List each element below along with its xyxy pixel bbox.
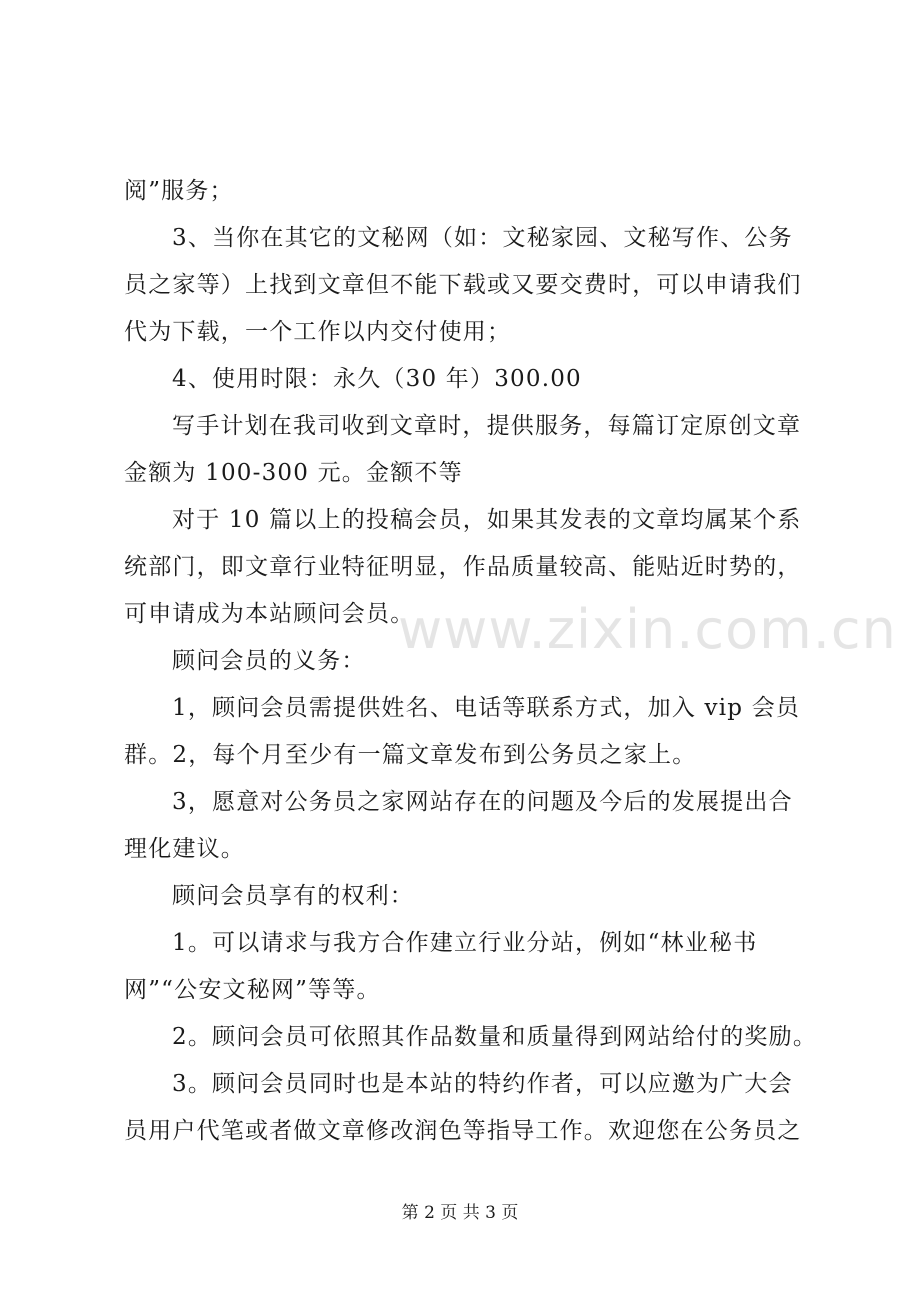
text-line: 3，愿意对公务员之家网站存在的问题及今后的发展提出合 xyxy=(172,789,793,815)
document-body xyxy=(124,168,818,1155)
text-line: 2。顾问会员可依照其作品数量和质量得到网站给付的奖励。 xyxy=(172,1024,818,1050)
text-line: 顾问会员的义务： xyxy=(172,648,366,674)
text-line: 对于 10 篇以上的投稿会员，如果其发表的文章均属某个系 xyxy=(172,507,802,533)
text-line: 3。顾问会员同时也是本站的特约作者，可以应邀为广大会 xyxy=(172,1071,793,1097)
text-line: 统部门，即文章行业特征明显，作品质量较高、能贴近时势的， xyxy=(124,554,802,580)
text-line: 1，顾问会员需提供姓名、电话等联系方式，加入 vip 会员 xyxy=(172,695,801,721)
text-line: 3、当你在其它的文秘网（如：文秘家园、文秘写作、公务 xyxy=(172,225,793,251)
text-line: 员用户代笔或者做文章修改润色等指导工作。欢迎您在公务员之 xyxy=(124,1118,802,1144)
text-line: 理化建议。 xyxy=(124,836,245,862)
text-line: 金额为 100-300 元。金额不等 xyxy=(124,460,463,486)
text-line: 网”“公安文秘网”等等。 xyxy=(124,977,381,1003)
text-line: 群。2，每个月至少有一篇文章发布到公务员之家上。 xyxy=(124,742,697,768)
text-line: 可申请成为本站顾问会员。 xyxy=(124,601,415,627)
text-line: 代为下载，一个工作以内交付使用； xyxy=(124,319,512,345)
text-line: 员之家等）上找到文章但不能下载或又要交费时，可以申请我们 xyxy=(124,272,802,298)
text-line: 4、使用时限：永久（30 年）300.00 xyxy=(172,366,582,392)
page-footer: 第 2 页 共 3 页 xyxy=(401,1203,519,1223)
text-line: 顾问会员享有的权利： xyxy=(172,883,414,909)
text-line: 阅”服务； xyxy=(124,178,234,204)
watermark: www.zixin.com.cn xyxy=(398,598,897,661)
text-line: 写手计划在我司收到文章时，提供服务，每篇订定原创文章 xyxy=(172,413,802,439)
text-line: 1。可以请求与我方合作建立行业分站，例如“林业秘书 xyxy=(172,930,758,956)
